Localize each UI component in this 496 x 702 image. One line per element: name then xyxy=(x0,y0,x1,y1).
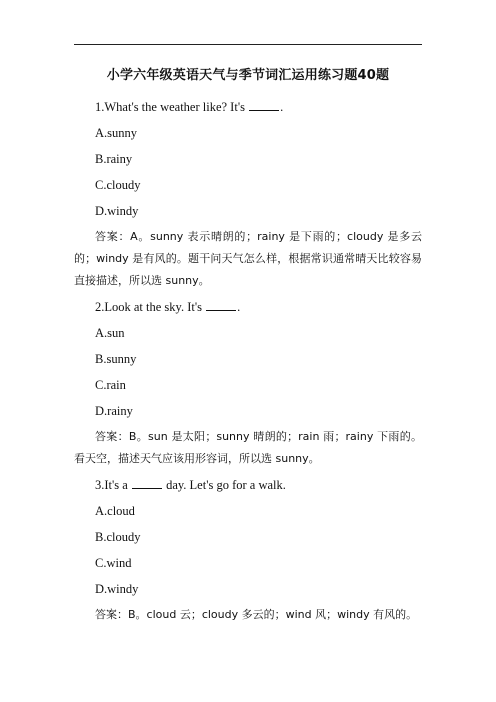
option-b: B.sunny xyxy=(95,352,137,366)
question-stem: 1.What's the weather like? It's . xyxy=(95,100,284,114)
answer-blank xyxy=(132,477,162,489)
question-stem: 2.Look at the sky. It's . xyxy=(95,300,241,314)
answer-blank xyxy=(206,299,236,311)
option-b: B.rainy xyxy=(95,152,133,166)
option-d: D.rainy xyxy=(95,404,133,418)
option-a: A.sun xyxy=(95,326,125,340)
question-stem: 3.It's a day. Let's go for a walk. xyxy=(95,478,286,492)
answer-explanation: 答案：B。sun 是太阳；sunny 晴朗的；rain 雨；rainy 下雨的。看天空，描述天气应该用形容词，所以选 sunny。 xyxy=(74,430,422,465)
answer-explanation: 答案：A。sunny 表示晴朗的；rainy 是下雨的；cloudy 是多云的；windy 是有风的。题干问天气怎么样，根据常识通常晴天比较容易直接描述，所以选 sunny。 xyxy=(74,230,422,287)
header-divider xyxy=(74,44,422,45)
option-c: C.wind xyxy=(95,556,132,570)
option-b: B.cloudy xyxy=(95,530,141,544)
option-d: D.windy xyxy=(95,582,139,596)
document-body xyxy=(74,94,422,628)
document-title: 小学六年级英语天气与季节词汇运用练习题40题 xyxy=(106,68,390,83)
option-d: D.windy xyxy=(95,204,139,218)
option-c: C.cloudy xyxy=(95,178,141,192)
answer-explanation: 答案：B。cloud 云；cloudy 多云的；wind 风；windy 有风的。 xyxy=(95,608,418,621)
answer-blank xyxy=(249,99,279,111)
option-c: C.rain xyxy=(95,378,126,392)
option-a: A.cloud xyxy=(95,504,135,518)
option-a: A.sunny xyxy=(95,126,138,140)
